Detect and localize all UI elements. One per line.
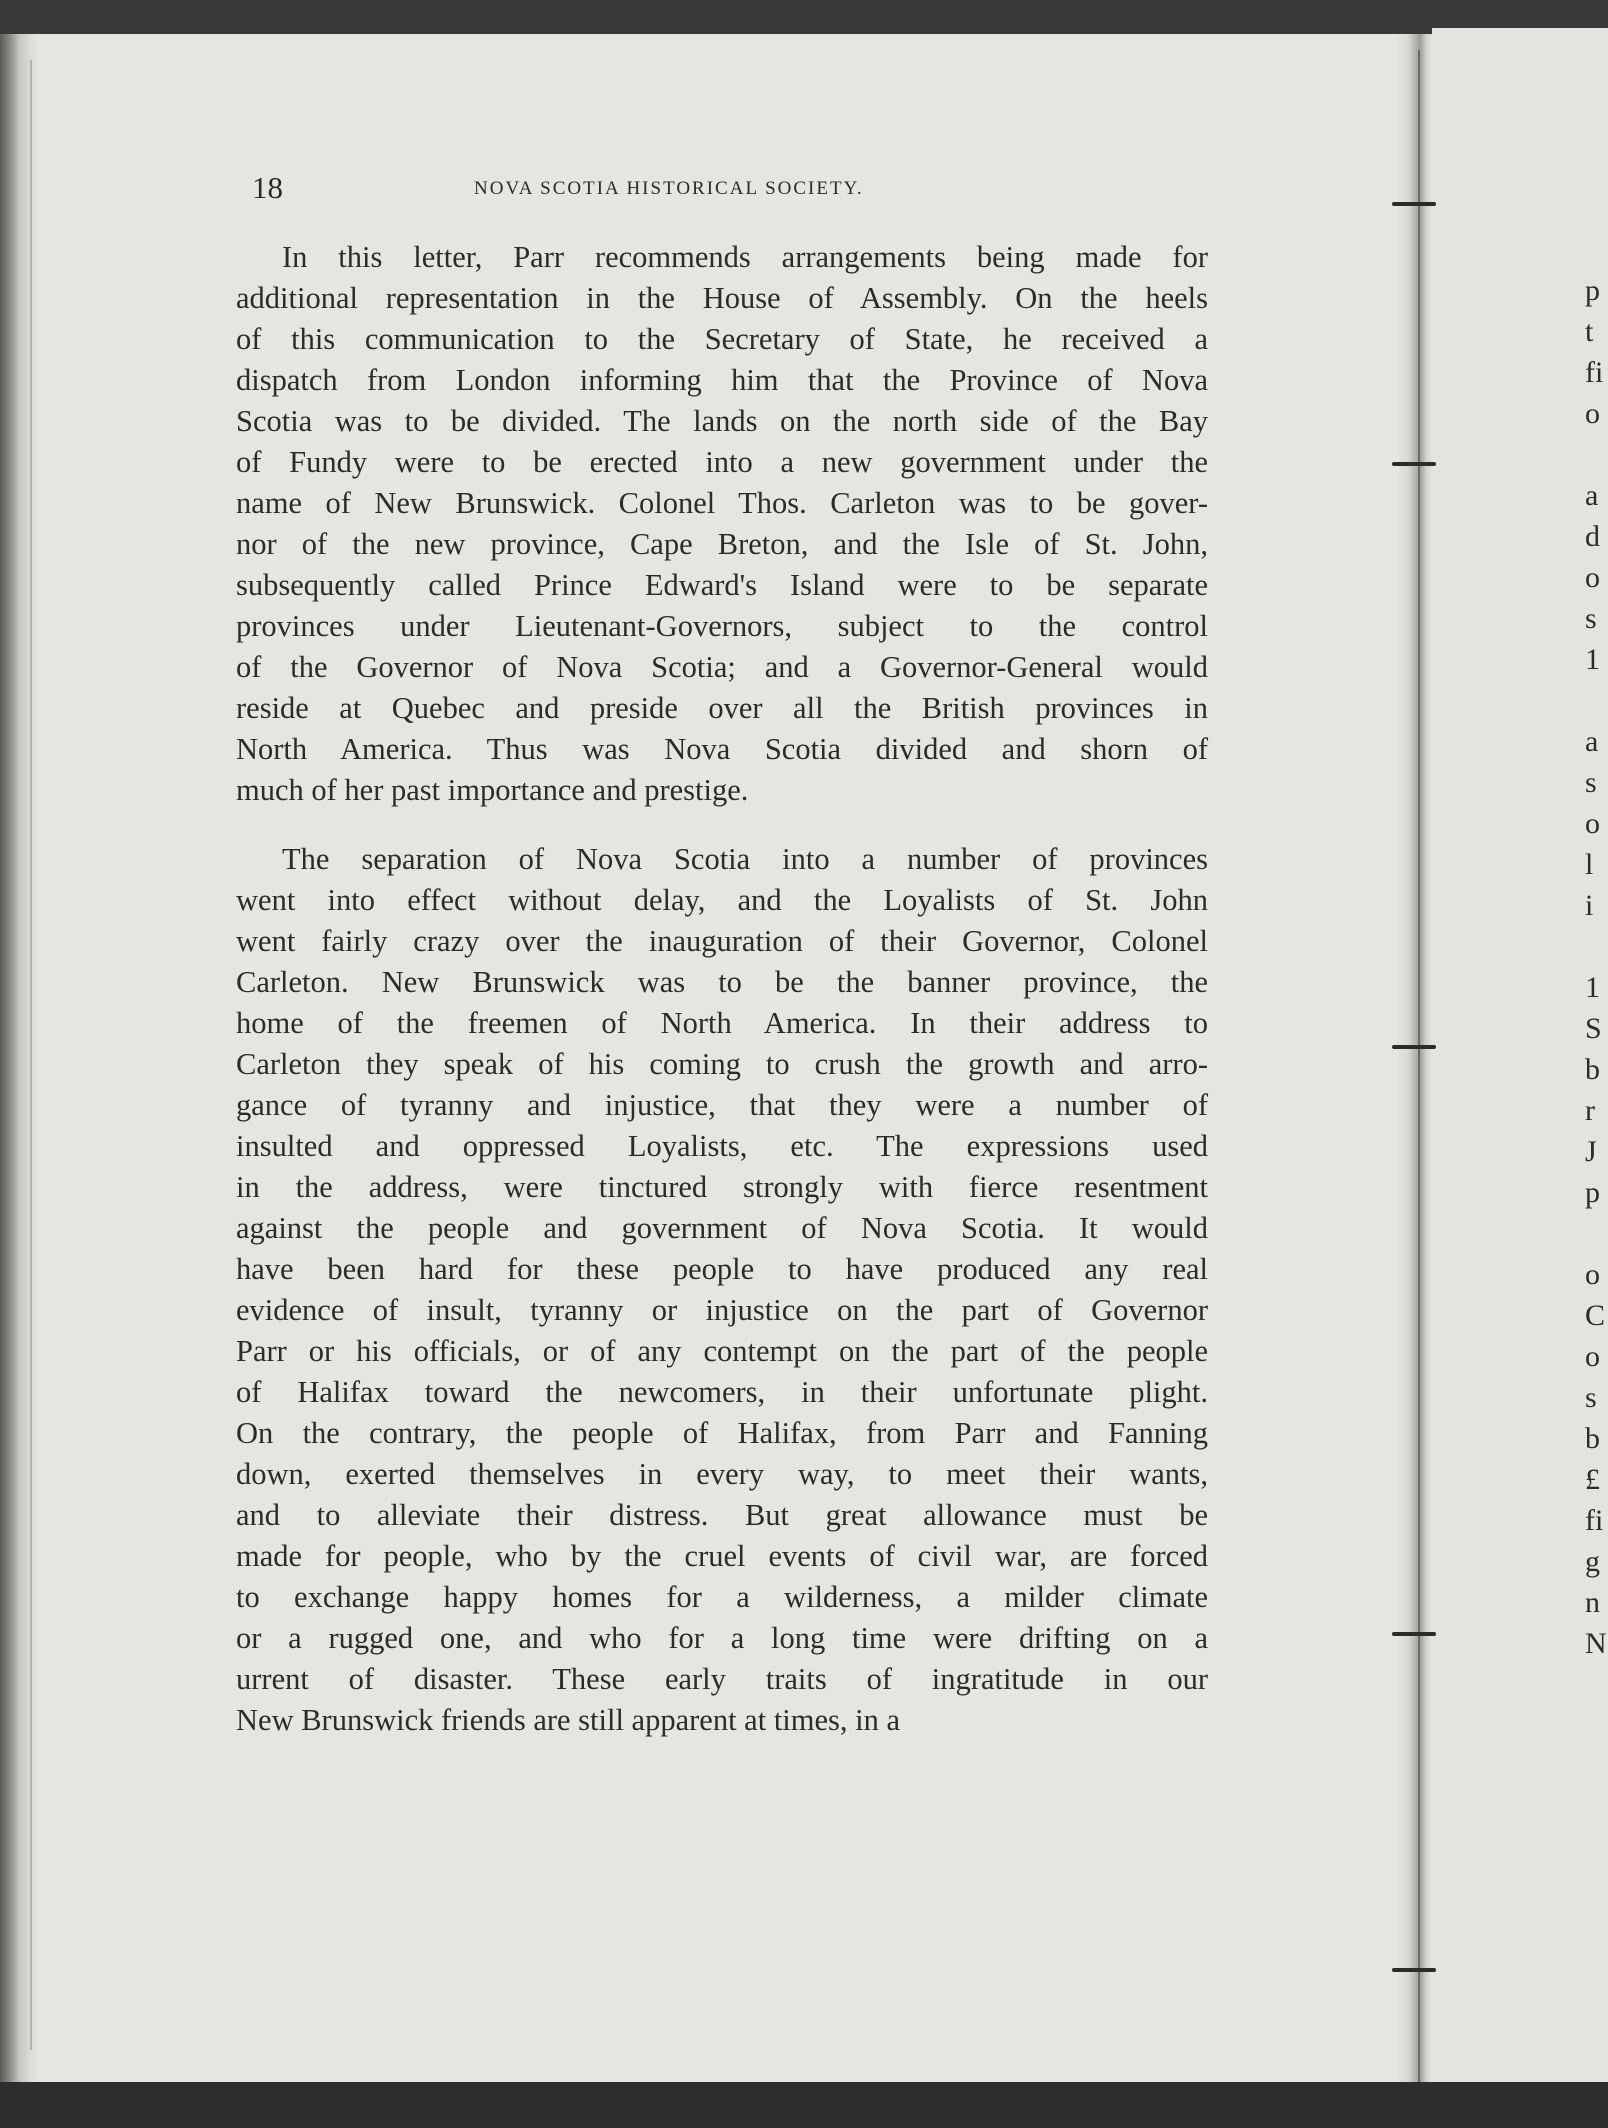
facing-page-fragment: 1 [1585,971,1600,1004]
text-line: of the Governor of Nova Scotia; and a Governor-General would [236,650,1208,684]
facing-page-fragment: o [1585,561,1600,594]
paragraph [236,839,1208,1741]
facing-page-fragment: C [1585,1299,1606,1332]
body-text [236,237,1208,1741]
facing-page-fragment: p [1585,274,1600,307]
text-line: reside at Quebec and preside over all the British provinces in [236,691,1208,725]
facing-page-fragment: a [1585,479,1599,512]
text-line: home of the freemen of North America. In their address to [236,1006,1208,1040]
text-line: or a rugged one, and who for a long time were drifting on a [236,1621,1208,1655]
facing-page-fragment: fi [1585,356,1604,389]
text-line: down, exerted themselves in every way, to meet their wants, [236,1457,1208,1491]
facing-page-fragment: a [1585,725,1599,758]
facing-page-fragment: g [1585,1545,1600,1578]
text-line: insulted and oppressed Loyalists, etc. The expressions used [236,1129,1208,1163]
text-line: went into effect without delay, and the Loyalists of St. John [236,883,1208,917]
text-line: to exchange happy homes for a wilderness, a milder climate [236,1580,1208,1614]
text-line: additional representation in the House of Assembly. On the heels [236,281,1208,315]
text-line: North America. Thus was Nova Scotia divided and shorn of [236,732,1208,766]
text-line: evidence of insult, tyranny or injustice on the part of Governor [236,1293,1208,1327]
facing-page-fragment: d [1585,520,1600,553]
binding-stitch [1392,1968,1436,1972]
facing-page-fragment: b [1585,1053,1600,1086]
facing-page-fragment: N [1585,1627,1607,1660]
facing-page-fragment: s [1585,766,1597,799]
facing-page-fragment: t [1585,315,1594,348]
facing-page-fragment: fi [1585,1504,1604,1537]
text-line: urrent of disaster. These early traits of ingratitude in our [236,1662,1208,1696]
binding-thread [1418,50,1420,2090]
facing-page-fragment: o [1585,1340,1600,1373]
page-header [252,170,1212,210]
text-line: name of New Brunswick. Colonel Thos. Carleton was to be gover- [236,486,1208,520]
facing-page-fragment: p [1585,1176,1600,1209]
text-line: New Brunswick friends are still apparent at times, in a [236,1703,901,1737]
binding-stitch [1392,1632,1436,1636]
facing-page-fragment: 1 [1585,643,1600,676]
facing-page-fragment: s [1585,602,1597,635]
fragment-gap [1585,434,1608,475]
facing-page-text-fragments [1585,270,1608,1664]
text-line: and to alleviate their distress. But great allowance must be [236,1498,1208,1532]
text-line: in the address, were tinctured strongly with fierce resentment [236,1170,1208,1204]
facing-page-fragment: J [1585,1135,1597,1168]
page-edge-shadow [0,34,38,2106]
facing-page [1432,28,1608,2106]
facing-page-fragment: o [1585,397,1600,430]
facing-page-fragment: b [1585,1422,1600,1455]
fragment-gap [1585,1213,1608,1254]
running-head: NOVA SCOTIA HISTORICAL SOCIETY. [474,178,864,199]
binding-stitch [1392,202,1436,206]
text-line: In this letter, Parr recommends arrangements being made for [282,240,1208,274]
text-line: of Halifax toward the newcomers, in their unfortunate plight. [236,1375,1208,1409]
scan-background [0,2082,1608,2128]
text-line: Scotia was to be divided. The lands on the north side of the Bay [236,404,1208,438]
text-line: of this communication to the Secretary of State, he received a [236,322,1208,356]
text-line: made for people, who by the cruel events of civil war, are forced [236,1539,1208,1573]
text-line: nor of the new province, Cape Breton, and the Isle of St. John, [236,527,1208,561]
facing-page-fragment: o [1585,1258,1600,1291]
page-edge-line [30,60,32,2050]
facing-page-fragment: i [1585,889,1594,922]
binding-gutter [1396,34,1432,2106]
paragraph-gap [236,811,1208,839]
facing-page-fragment: l [1585,848,1594,881]
fragment-gap [1585,680,1608,721]
text-line: The separation of Nova Scotia into a number of provinces [282,842,1208,876]
text-line: On the contrary, the people of Halifax, from Parr and Fanning [236,1416,1208,1450]
text-line: have been hard for these people to have produced any real [236,1252,1208,1286]
facing-page-fragment: s [1585,1381,1597,1414]
facing-page-fragment: £ [1585,1463,1600,1496]
text-line: provinces under Lieutenant-Governors, subject to the control [236,609,1208,643]
text-line: of Fundy were to be erected into a new government under the [236,445,1208,479]
text-line: subsequently called Prince Edward's Island were to be separate [236,568,1208,602]
paragraph [236,237,1208,811]
fragment-gap [1585,926,1608,967]
binding-stitch [1392,1045,1436,1049]
text-line: much of her past importance and prestige. [236,773,749,807]
facing-page-fragment: r [1585,1094,1595,1127]
text-line: Carleton they speak of his coming to crush the growth and arro- [236,1047,1208,1081]
text-line: went fairly crazy over the inauguration of their Governor, Colonel [236,924,1208,958]
facing-page-fragment: S [1585,1012,1602,1045]
text-line: Parr or his officials, or of any contempt on the part of the people [236,1334,1208,1368]
text-line: Carleton. New Brunswick was to be the banner province, the [236,965,1208,999]
text-line: against the people and government of Nova Scotia. It would [236,1211,1208,1245]
page-number: 18 [252,170,283,205]
text-line: dispatch from London informing him that the Province of Nova [236,363,1208,397]
facing-page-fragment: n [1585,1586,1600,1619]
facing-page-fragment: o [1585,807,1600,840]
text-line: gance of tyranny and injustice, that they were a number of [236,1088,1208,1122]
binding-stitch [1392,462,1436,466]
